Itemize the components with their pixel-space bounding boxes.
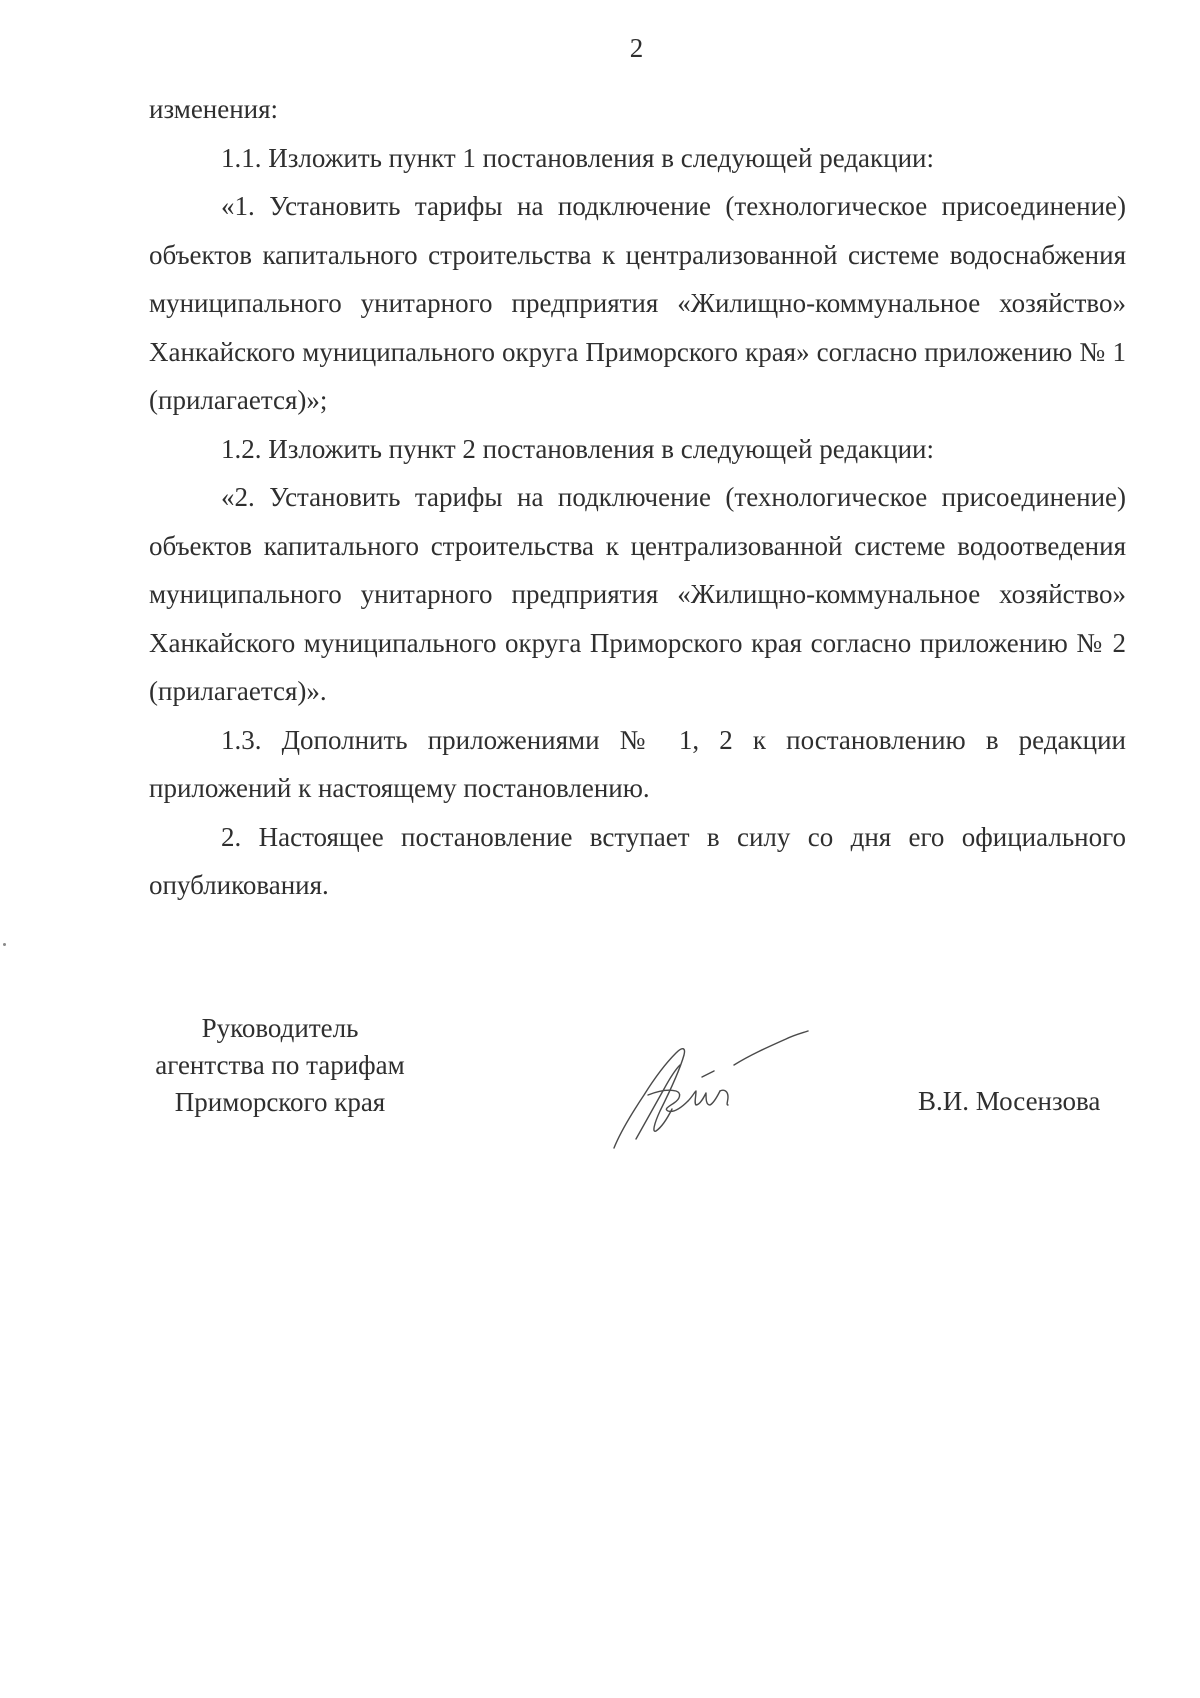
paragraph-item-1-3: 1.3. Дополнить приложениями № 1, 2 к постановлению в редакции приложений к настоящему постановлению. <box>149 724 1126 803</box>
scan-speck <box>3 943 6 946</box>
document-body <box>149 85 1126 910</box>
signer-position <box>130 1010 430 1121</box>
paragraph-item-1-1: 1.1. Изложить пункт 1 постановления в следующей редакции: <box>221 142 935 173</box>
paragraph-changes-intro: изменения: <box>149 94 279 124</box>
paragraph-item-1-1-text: «1. Установить тарифы на подключение (технологическое присоединение) объектов капитального строительства к централизованной системе водоснабжения муниципального унитарного предприятия «Жилищно-коммунальное хозяйство» Ханкайского муниципального округа Приморского края» согласно приложению № 1 (прилагается)»; <box>149 191 1126 415</box>
signer-position-line: Руководитель <box>201 1013 359 1043</box>
signer-position-line: Приморского края <box>174 1087 386 1117</box>
handwritten-signature-icon <box>610 1025 820 1155</box>
signature-block <box>0 1010 1200 1150</box>
paragraph-item-1-2-text: «2. Установить тарифы на подключение (технологическое присоединение) объектов капитального строительства к централизованной системе водоотведения муниципального унитарного предприятия «Жилищно-коммунальное хозяйство» Ханкайского муниципального округа Приморского края согласно приложению № 2 (прилагается)». <box>149 482 1126 706</box>
signer-name: В.И. Мосензова <box>918 1086 1101 1116</box>
paragraph-item-2: 2. Настоящее постановление вступает в силу со дня его официального опубликования. <box>149 821 1126 900</box>
paragraph-item-1-2: 1.2. Изложить пункт 2 постановления в следующей редакции: <box>221 433 935 464</box>
page-number: 2 <box>629 33 644 63</box>
signer-position-line: агентства по тарифам <box>155 1050 405 1080</box>
